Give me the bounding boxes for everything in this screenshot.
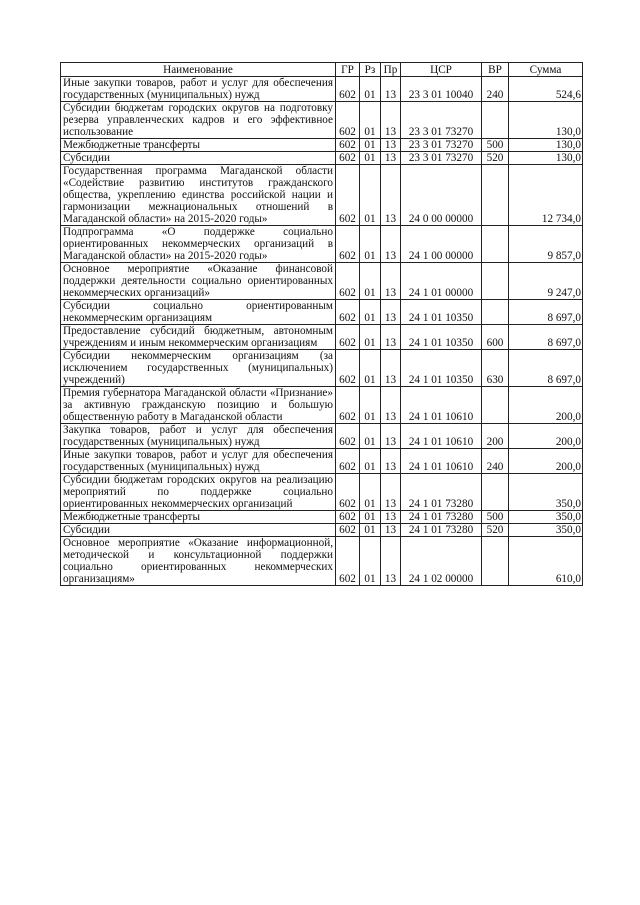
cell-gr: 602 bbox=[336, 263, 360, 300]
cell-name: Предоставление субсидий бюджетным, автономным учреждениям и иным некоммерческим организациям bbox=[61, 325, 336, 350]
table-row bbox=[61, 474, 583, 511]
cell-pr: 13 bbox=[381, 152, 401, 165]
cell-gr: 602 bbox=[336, 165, 360, 226]
cell-name: Подпрограмма «О поддержке социально ориентированных некоммерческих организаций в Магаданской области» на 2015-2020 годы» bbox=[61, 226, 336, 263]
cell-vr bbox=[482, 226, 509, 263]
cell-name: Субсидии bbox=[61, 152, 336, 165]
cell-sum: 200,0 bbox=[509, 424, 583, 449]
header-rz: Рз bbox=[360, 63, 381, 77]
cell-pr: 13 bbox=[381, 387, 401, 424]
cell-pr: 13 bbox=[381, 102, 401, 139]
cell-rz: 01 bbox=[360, 511, 381, 524]
cell-vr: 630 bbox=[482, 350, 509, 387]
cell-csr: 24 1 02 00000 bbox=[401, 537, 482, 586]
cell-sum: 524,6 bbox=[509, 77, 583, 102]
cell-name: Иные закупки товаров, работ и услуг для обеспечения государственных (муниципальных) нужд bbox=[61, 77, 336, 102]
cell-gr: 602 bbox=[336, 537, 360, 586]
cell-gr: 602 bbox=[336, 152, 360, 165]
cell-gr: 602 bbox=[336, 474, 360, 511]
cell-csr: 24 1 01 10350 bbox=[401, 325, 482, 350]
cell-vr: 520 bbox=[482, 524, 509, 537]
cell-csr: 24 1 01 00000 bbox=[401, 263, 482, 300]
cell-csr: 24 1 00 00000 bbox=[401, 226, 482, 263]
cell-vr bbox=[482, 263, 509, 300]
cell-pr: 13 bbox=[381, 325, 401, 350]
cell-sum: 350,0 bbox=[509, 511, 583, 524]
cell-gr: 602 bbox=[336, 300, 360, 325]
cell-vr: 600 bbox=[482, 325, 509, 350]
header-pr: Пр bbox=[381, 63, 401, 77]
cell-name: Субсидии бюджетам городских округов на реализацию мероприятий по поддержке социально ориентированных некоммерческих организаций bbox=[61, 474, 336, 511]
cell-rz: 01 bbox=[360, 263, 381, 300]
cell-pr: 13 bbox=[381, 350, 401, 387]
cell-pr: 13 bbox=[381, 226, 401, 263]
table-row bbox=[61, 424, 583, 449]
cell-csr: 24 1 01 10350 bbox=[401, 300, 482, 325]
cell-csr: 24 1 01 10610 bbox=[401, 424, 482, 449]
cell-pr: 13 bbox=[381, 300, 401, 325]
cell-csr: 23 3 01 73270 bbox=[401, 139, 482, 152]
cell-rz: 01 bbox=[360, 165, 381, 226]
cell-csr: 24 1 01 73280 bbox=[401, 524, 482, 537]
cell-csr: 24 1 01 10610 bbox=[401, 387, 482, 424]
cell-vr: 240 bbox=[482, 77, 509, 102]
cell-sum: 130,0 bbox=[509, 152, 583, 165]
cell-gr: 602 bbox=[336, 424, 360, 449]
cell-csr: 24 0 00 00000 bbox=[401, 165, 482, 226]
table-row bbox=[61, 387, 583, 424]
cell-gr: 602 bbox=[336, 77, 360, 102]
cell-name: Межбюджетные трансферты bbox=[61, 139, 336, 152]
table-row bbox=[61, 350, 583, 387]
cell-vr bbox=[482, 165, 509, 226]
cell-csr: 23 3 01 73270 bbox=[401, 102, 482, 139]
header-sum: Сумма bbox=[509, 63, 583, 77]
cell-sum: 130,0 bbox=[509, 139, 583, 152]
cell-name: Закупка товаров, работ и услуг для обеспечения государственных (муниципальных) нужд bbox=[61, 424, 336, 449]
cell-vr: 240 bbox=[482, 449, 509, 474]
header-name: Наименование bbox=[61, 63, 336, 77]
cell-sum: 350,0 bbox=[509, 474, 583, 511]
table-row bbox=[61, 263, 583, 300]
cell-name: Субсидии некоммерческим организациям (за исключением государственных (муниципальных) учреждений) bbox=[61, 350, 336, 387]
cell-sum: 12 734,0 bbox=[509, 165, 583, 226]
cell-rz: 01 bbox=[360, 449, 381, 474]
cell-rz: 01 bbox=[360, 102, 381, 139]
cell-sum: 200,0 bbox=[509, 449, 583, 474]
cell-gr: 602 bbox=[336, 325, 360, 350]
cell-name: Иные закупки товаров, работ и услуг для обеспечения государственных (муниципальных) нужд bbox=[61, 449, 336, 474]
cell-vr bbox=[482, 102, 509, 139]
cell-rz: 01 bbox=[360, 424, 381, 449]
cell-rz: 01 bbox=[360, 226, 381, 263]
cell-gr: 602 bbox=[336, 387, 360, 424]
cell-name: Межбюджетные трансферты bbox=[61, 511, 336, 524]
table-row bbox=[61, 325, 583, 350]
header-vr: ВР bbox=[482, 63, 509, 77]
cell-vr bbox=[482, 387, 509, 424]
cell-vr bbox=[482, 537, 509, 586]
cell-sum: 8 697,0 bbox=[509, 350, 583, 387]
table-row bbox=[61, 449, 583, 474]
header-gr: ГР bbox=[336, 63, 360, 77]
cell-vr bbox=[482, 300, 509, 325]
cell-sum: 8 697,0 bbox=[509, 300, 583, 325]
cell-pr: 13 bbox=[381, 511, 401, 524]
cell-csr: 24 1 01 10350 bbox=[401, 350, 482, 387]
cell-csr: 24 1 01 10610 bbox=[401, 449, 482, 474]
cell-pr: 13 bbox=[381, 524, 401, 537]
cell-sum: 130,0 bbox=[509, 102, 583, 139]
cell-name: Премия губернатора Магаданской области «Признание» за активную гражданскую позицию и большую общественную работу в Магаданской области bbox=[61, 387, 336, 424]
table-row bbox=[61, 139, 583, 152]
cell-name: Основное мероприятие «Оказание финансовой поддержки деятельности социально ориентированных некоммерческих организаций» bbox=[61, 263, 336, 300]
budget-table bbox=[60, 62, 583, 586]
cell-vr: 520 bbox=[482, 152, 509, 165]
cell-pr: 13 bbox=[381, 537, 401, 586]
cell-name: Субсидии bbox=[61, 524, 336, 537]
cell-sum: 8 697,0 bbox=[509, 325, 583, 350]
table-row bbox=[61, 511, 583, 524]
cell-gr: 602 bbox=[336, 226, 360, 263]
cell-pr: 13 bbox=[381, 424, 401, 449]
cell-vr: 500 bbox=[482, 511, 509, 524]
cell-name: Субсидии социально ориентированным некоммерческим организациям bbox=[61, 300, 336, 325]
cell-pr: 13 bbox=[381, 474, 401, 511]
cell-rz: 01 bbox=[360, 350, 381, 387]
cell-gr: 602 bbox=[336, 139, 360, 152]
cell-rz: 01 bbox=[360, 537, 381, 586]
table-row bbox=[61, 226, 583, 263]
cell-vr bbox=[482, 474, 509, 511]
cell-rz: 01 bbox=[360, 77, 381, 102]
cell-pr: 13 bbox=[381, 263, 401, 300]
table-row bbox=[61, 77, 583, 102]
cell-pr: 13 bbox=[381, 77, 401, 102]
cell-gr: 602 bbox=[336, 102, 360, 139]
cell-csr: 24 1 01 73280 bbox=[401, 474, 482, 511]
cell-pr: 13 bbox=[381, 449, 401, 474]
cell-rz: 01 bbox=[360, 139, 381, 152]
cell-rz: 01 bbox=[360, 387, 381, 424]
cell-name: Субсидии бюджетам городских округов на подготовку резерва управленческих кадров и его эффективное использование bbox=[61, 102, 336, 139]
cell-gr: 602 bbox=[336, 449, 360, 474]
cell-rz: 01 bbox=[360, 474, 381, 511]
cell-name: Основное мероприятие «Оказание информационной, методической и консультационной поддержки социально ориентированных некоммерческих организациям» bbox=[61, 537, 336, 586]
cell-csr: 23 3 01 73270 bbox=[401, 152, 482, 165]
table-row bbox=[61, 537, 583, 586]
cell-vr: 200 bbox=[482, 424, 509, 449]
cell-sum: 350,0 bbox=[509, 524, 583, 537]
table-row bbox=[61, 165, 583, 226]
cell-pr: 13 bbox=[381, 165, 401, 226]
table-row bbox=[61, 102, 583, 139]
cell-sum: 610,0 bbox=[509, 537, 583, 586]
header-csr: ЦСР bbox=[401, 63, 482, 77]
cell-sum: 9 247,0 bbox=[509, 263, 583, 300]
cell-sum: 200,0 bbox=[509, 387, 583, 424]
cell-csr: 24 1 01 73280 bbox=[401, 511, 482, 524]
cell-rz: 01 bbox=[360, 152, 381, 165]
cell-gr: 602 bbox=[336, 524, 360, 537]
table-row bbox=[61, 524, 583, 537]
cell-sum: 9 857,0 bbox=[509, 226, 583, 263]
cell-rz: 01 bbox=[360, 325, 381, 350]
cell-gr: 602 bbox=[336, 350, 360, 387]
cell-name: Государственная программа Магаданской области «Содействие развитию институтов гражданского общества, укреплению единства российской нации и гармонизации межнациональных отношений в Магаданской области» на 2015-2020 годы» bbox=[61, 165, 336, 226]
cell-csr: 23 3 01 10040 bbox=[401, 77, 482, 102]
table-row bbox=[61, 152, 583, 165]
cell-rz: 01 bbox=[360, 300, 381, 325]
cell-rz: 01 bbox=[360, 524, 381, 537]
cell-pr: 13 bbox=[381, 139, 401, 152]
table-header-row bbox=[61, 63, 583, 77]
cell-gr: 602 bbox=[336, 511, 360, 524]
table-row bbox=[61, 300, 583, 325]
cell-vr: 500 bbox=[482, 139, 509, 152]
